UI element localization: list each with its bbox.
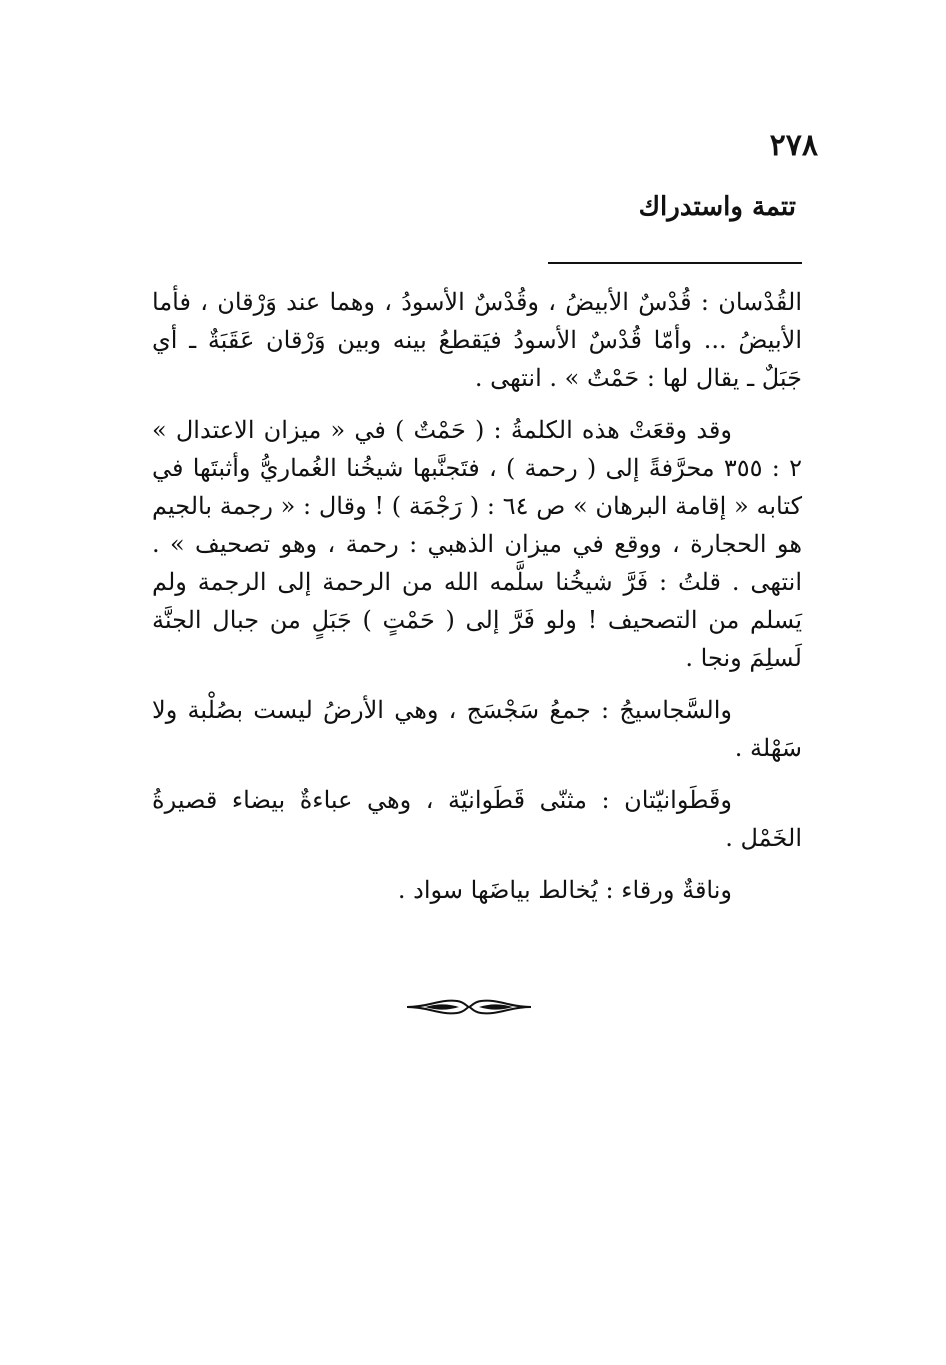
paragraph-hamt-note: وقد وقعَتْ هذه الكلمةُ : ( حَمْتٌ ) في « ميزان الاعتدال » ٢ : ٣٥٥ محرَّفةً إلى ( رحمة ) ، فتَجنَّبها شيخُنا الغُماريُّ وأثبتَها في كتابه « إقامة البرهان » ص ٦٤ : ( رَجْمَة ) ! وقال : « رجمة بالجيم هو الحجارة ، ووقع في ميزان الذهبي : رحمة ، وهو تصحيف » . انتهى . قلتُ : فَرَّ شيخُنا سلَّمه الله من الرحمة إلى الرجمة ولم يَسلم من التصحيف ! ولو فَرَّ إلى ( حَمْتٍ ) جَبَلٍ من جبال الجنَّة لَسلِمَ ونجا . — [152, 416, 802, 672]
paragraph-qudsan: القُدْسان : قُدْسٌ الأبيضُ ، وقُدْسٌ الأسودُ ، وهما عند وَرْقان ، فأما الأبيضُ ... وأمّا قُدْسٌ الأسودُ فيَقطعُ بينه وبين وَرْقان عَقَبَةٌ ـ أي جَبَلٌ ـ يقال لها : حَمْتٌ » . انتهى . — [152, 288, 802, 392]
paragraph-warqa: وناقةٌ ورقاء : يُخالط بياضَها سواد . — [397, 876, 732, 904]
page-number: ٢٧٨ — [769, 128, 818, 163]
section-title: تتمة واستدراك — [638, 192, 796, 222]
body-text — [152, 283, 802, 923]
title-underline — [548, 262, 802, 264]
divider-ornament-icon — [405, 995, 533, 1019]
paragraph-qatawaniyyatan: وقَطَوانيّتان : مثنّى قَطَوانيّة ، وهي عباءةٌ بيضاء قصيرةُ الخَمْل . — [152, 786, 802, 852]
paragraph-sajasij: والسَّجاسيجُ : جمعُ سَجْسَج ، وهي الأرضُ ليست بصُلْبة ولا سَهْلة . — [152, 696, 802, 762]
